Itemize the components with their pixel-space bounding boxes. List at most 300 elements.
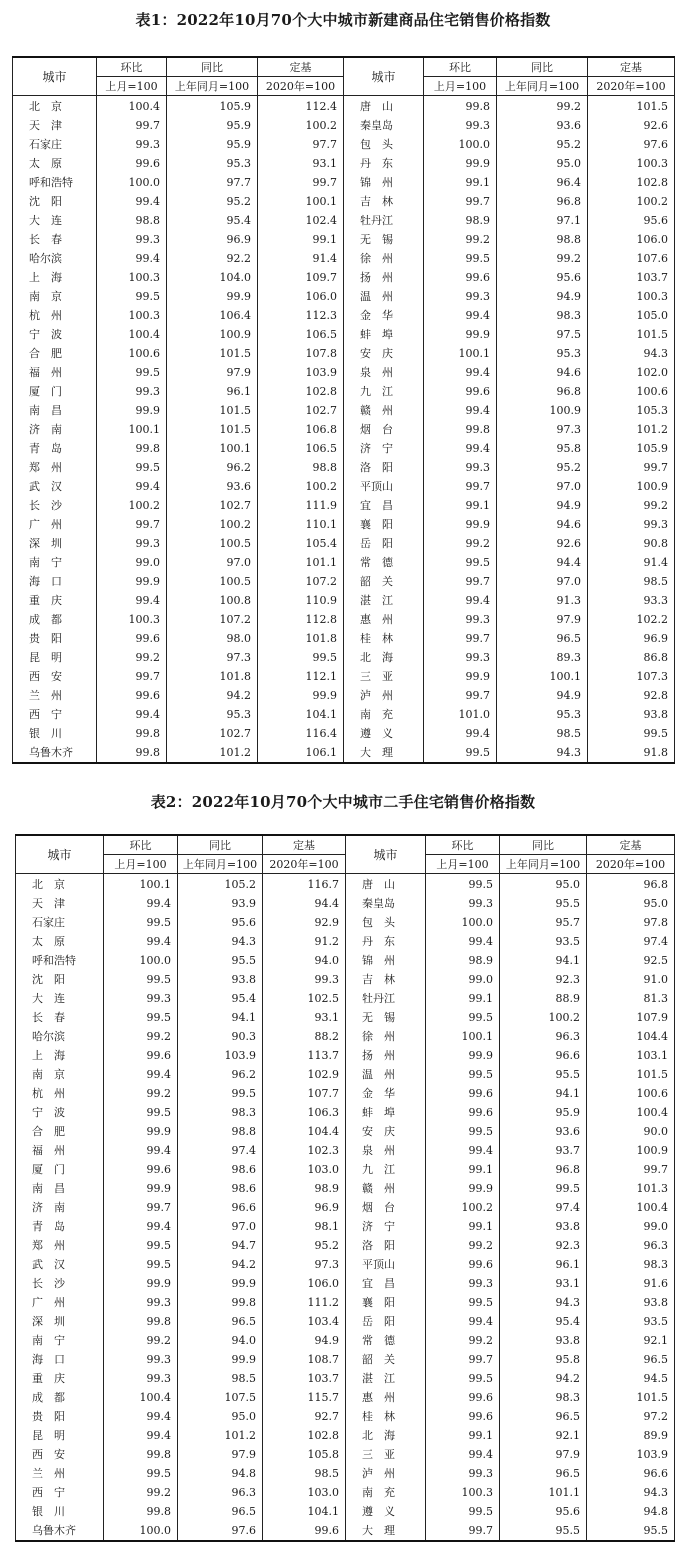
- base-cell: 106.5: [258, 325, 344, 344]
- city-cell: 呼和浩特: [13, 173, 97, 192]
- yoy-cell: 106.4: [167, 306, 258, 325]
- yoy-cell: 96.5: [178, 1502, 263, 1521]
- city-cell: 长 春: [16, 1008, 104, 1027]
- city-cell: 重 庆: [16, 1369, 104, 1388]
- yoy-cell: 95.3: [497, 705, 588, 724]
- city-cell: 泸 州: [344, 686, 424, 705]
- yoy-cell: 99.8: [178, 1293, 263, 1312]
- yoy-cell: 95.4: [178, 989, 263, 1008]
- base-cell: 101.2: [588, 420, 675, 439]
- base-cell: 101.5: [587, 1065, 675, 1084]
- base-cell: 107.6: [588, 249, 675, 268]
- city-cell: 西 宁: [13, 705, 97, 724]
- base-cell: 94.8: [587, 1502, 675, 1521]
- table-row: [13, 173, 675, 192]
- base-cell: 98.1: [263, 1217, 346, 1236]
- base-cell: 101.8: [258, 629, 344, 648]
- mom-cell: 99.9: [97, 401, 167, 420]
- mom-cell: 99.4: [104, 932, 178, 951]
- table-row: [16, 1160, 675, 1179]
- base-cell: 91.0: [587, 970, 675, 989]
- city-cell: 南 京: [16, 1065, 104, 1084]
- city-cell: 三 亚: [346, 1445, 426, 1464]
- yoy-cell: 95.8: [497, 439, 588, 458]
- header-yoy-sub: 上年同月=100: [500, 855, 587, 874]
- city-cell: 杭 州: [16, 1084, 104, 1103]
- base-cell: 109.7: [258, 268, 344, 287]
- city-cell: 湛 江: [346, 1369, 426, 1388]
- base-cell: 92.8: [588, 686, 675, 705]
- table1-title: 表1：2022年10月70个大中城市新建商品住宅销售价格指数: [135, 11, 551, 29]
- mom-cell: 99.4: [424, 306, 497, 325]
- city-cell: 包 头: [346, 913, 426, 932]
- mom-cell: 100.6: [97, 344, 167, 363]
- base-cell: 94.4: [263, 894, 346, 913]
- mom-cell: 100.3: [97, 306, 167, 325]
- header-yoy-sub: 上年同月=100: [178, 855, 263, 874]
- city-cell: 济 宁: [344, 439, 424, 458]
- city-cell: 泉 州: [346, 1141, 426, 1160]
- mom-cell: 99.3: [424, 458, 497, 477]
- base-cell: 115.7: [263, 1388, 346, 1407]
- base-cell: 97.3: [263, 1255, 346, 1274]
- yoy-cell: 95.5: [500, 1521, 587, 1541]
- table-row: [16, 913, 675, 932]
- table-row: [16, 1464, 675, 1483]
- yoy-cell: 99.9: [178, 1274, 263, 1293]
- yoy-cell: 91.3: [497, 591, 588, 610]
- yoy-cell: 94.8: [178, 1464, 263, 1483]
- table-row: [13, 116, 675, 135]
- table1-body: [13, 96, 675, 764]
- base-cell: 103.1: [587, 1046, 675, 1065]
- table-row: [13, 382, 675, 401]
- yoy-cell: 96.5: [497, 629, 588, 648]
- table-row: [13, 743, 675, 763]
- base-cell: 103.4: [263, 1312, 346, 1331]
- mom-cell: 100.1: [97, 420, 167, 439]
- mom-cell: 99.6: [426, 1255, 500, 1274]
- table-row: [13, 458, 675, 477]
- yoy-cell: 95.4: [167, 211, 258, 230]
- yoy-cell: 95.5: [500, 894, 587, 913]
- table-row: [13, 477, 675, 496]
- table-row: [16, 1502, 675, 1521]
- base-cell: 94.5: [587, 1369, 675, 1388]
- mom-cell: 98.9: [424, 211, 497, 230]
- header-mom: 环比: [424, 57, 497, 77]
- base-cell: 101.3: [587, 1179, 675, 1198]
- mom-cell: 99.5: [97, 458, 167, 477]
- city-cell: 泉 州: [344, 363, 424, 382]
- header-city: 城市: [13, 57, 97, 96]
- mom-cell: 99.2: [104, 1027, 178, 1046]
- mom-cell: 100.1: [104, 874, 178, 895]
- yoy-cell: 94.6: [497, 363, 588, 382]
- base-cell: 100.4: [587, 1103, 675, 1122]
- header-base: 定基: [258, 57, 344, 77]
- city-cell: 岳 阳: [344, 534, 424, 553]
- header-mom-sub: 上月=100: [104, 855, 178, 874]
- header-city: 城市: [344, 57, 424, 96]
- header-yoy: 同比: [167, 57, 258, 77]
- city-cell: 银 川: [16, 1502, 104, 1521]
- city-cell: 湛 江: [344, 591, 424, 610]
- city-cell: 九 江: [344, 382, 424, 401]
- table-row: [16, 1103, 675, 1122]
- mom-cell: 99.4: [426, 1141, 500, 1160]
- mom-cell: 99.8: [97, 439, 167, 458]
- mom-cell: 99.7: [97, 515, 167, 534]
- mom-cell: 100.0: [104, 951, 178, 970]
- mom-cell: 99.8: [104, 1502, 178, 1521]
- city-cell: 惠 州: [346, 1388, 426, 1407]
- city-cell: 南 宁: [16, 1331, 104, 1350]
- yoy-cell: 95.9: [167, 116, 258, 135]
- yoy-cell: 95.3: [497, 344, 588, 363]
- city-cell: 包 头: [344, 135, 424, 154]
- mom-cell: 99.5: [426, 1369, 500, 1388]
- yoy-cell: 100.2: [500, 1008, 587, 1027]
- city-cell: 武 汉: [16, 1255, 104, 1274]
- mom-cell: 98.8: [97, 211, 167, 230]
- base-cell: 100.3: [588, 154, 675, 173]
- yoy-cell: 92.3: [500, 1236, 587, 1255]
- base-cell: 106.8: [258, 420, 344, 439]
- city-cell: 海 口: [16, 1350, 104, 1369]
- mom-cell: 99.5: [104, 1103, 178, 1122]
- yoy-cell: 93.5: [500, 932, 587, 951]
- yoy-cell: 100.9: [167, 325, 258, 344]
- table-row: [16, 1369, 675, 1388]
- base-cell: 91.4: [258, 249, 344, 268]
- base-cell: 102.3: [263, 1141, 346, 1160]
- city-cell: 金 华: [344, 306, 424, 325]
- base-cell: 100.6: [587, 1084, 675, 1103]
- city-cell: 上 海: [13, 268, 97, 287]
- mom-cell: 99.3: [97, 382, 167, 401]
- yoy-cell: 97.0: [497, 572, 588, 591]
- base-cell: 91.2: [263, 932, 346, 951]
- base-cell: 95.5: [587, 1521, 675, 1541]
- city-cell: 扬 州: [346, 1046, 426, 1065]
- city-cell: 呼和浩特: [16, 951, 104, 970]
- mom-cell: 99.6: [426, 1103, 500, 1122]
- base-cell: 113.7: [263, 1046, 346, 1065]
- city-cell: 哈尔滨: [13, 249, 97, 268]
- city-cell: 无 锡: [346, 1008, 426, 1027]
- base-cell: 112.3: [258, 306, 344, 325]
- yoy-cell: 93.8: [500, 1331, 587, 1350]
- base-cell: 98.5: [588, 572, 675, 591]
- city-cell: 常 德: [346, 1331, 426, 1350]
- table-row: [13, 610, 675, 629]
- city-cell: 北 海: [344, 648, 424, 667]
- yoy-cell: 97.9: [167, 363, 258, 382]
- yoy-cell: 94.4: [497, 553, 588, 572]
- base-cell: 110.1: [258, 515, 344, 534]
- city-cell: 福 州: [13, 363, 97, 382]
- yoy-cell: 101.5: [167, 401, 258, 420]
- header-yoy: 同比: [497, 57, 588, 77]
- mom-cell: 99.9: [104, 1179, 178, 1198]
- city-cell: 太 原: [16, 932, 104, 951]
- city-cell: 襄 阳: [346, 1293, 426, 1312]
- table-row: [13, 724, 675, 743]
- city-cell: 成 都: [13, 610, 97, 629]
- mom-cell: 99.4: [104, 894, 178, 913]
- base-cell: 98.8: [258, 458, 344, 477]
- mom-cell: 99.6: [426, 1388, 500, 1407]
- city-cell: 常 德: [344, 553, 424, 572]
- yoy-cell: 95.5: [500, 1065, 587, 1084]
- base-cell: 107.2: [258, 572, 344, 591]
- base-cell: 106.1: [258, 743, 344, 763]
- mom-cell: 99.1: [426, 1426, 500, 1445]
- mom-cell: 99.4: [424, 401, 497, 420]
- table-row: [16, 970, 675, 989]
- mom-cell: 99.4: [424, 363, 497, 382]
- table-row: [16, 1483, 675, 1502]
- mom-cell: 99.3: [424, 610, 497, 629]
- city-cell: 昆 明: [13, 648, 97, 667]
- city-cell: 宁 波: [13, 325, 97, 344]
- city-cell: 南 京: [13, 287, 97, 306]
- yoy-cell: 95.2: [167, 192, 258, 211]
- base-cell: 91.8: [588, 743, 675, 763]
- base-cell: 92.7: [263, 1407, 346, 1426]
- base-cell: 86.8: [588, 648, 675, 667]
- mom-cell: 99.5: [104, 970, 178, 989]
- city-cell: 蚌 埠: [346, 1103, 426, 1122]
- base-cell: 102.9: [263, 1065, 346, 1084]
- yoy-cell: 96.1: [167, 382, 258, 401]
- city-cell: 昆 明: [16, 1426, 104, 1445]
- table-row: [13, 629, 675, 648]
- city-cell: 安 庆: [346, 1122, 426, 1141]
- base-cell: 112.4: [258, 96, 344, 117]
- city-cell: 济 南: [13, 420, 97, 439]
- table-row: [16, 1217, 675, 1236]
- mom-cell: 99.3: [426, 894, 500, 913]
- city-cell: 长 沙: [16, 1274, 104, 1293]
- yoy-cell: 99.2: [497, 96, 588, 117]
- mom-cell: 99.9: [424, 325, 497, 344]
- mom-cell: 99.7: [424, 629, 497, 648]
- yoy-cell: 98.0: [167, 629, 258, 648]
- yoy-cell: 95.6: [178, 913, 263, 932]
- base-cell: 94.0: [263, 951, 346, 970]
- mom-cell: 99.7: [426, 1521, 500, 1541]
- table-row: [13, 401, 675, 420]
- yoy-cell: 107.2: [167, 610, 258, 629]
- city-cell: 哈尔滨: [16, 1027, 104, 1046]
- mom-cell: 99.6: [426, 1084, 500, 1103]
- mom-cell: 99.5: [104, 913, 178, 932]
- city-cell: 南 昌: [16, 1179, 104, 1198]
- yoy-cell: 94.0: [178, 1331, 263, 1350]
- table-row: [13, 686, 675, 705]
- base-cell: 96.8: [587, 874, 675, 895]
- yoy-cell: 96.6: [500, 1046, 587, 1065]
- header-mom-sub: 上月=100: [424, 77, 497, 96]
- table-row: [13, 211, 675, 230]
- city-cell: 丹 东: [344, 154, 424, 173]
- city-cell: 厦 门: [16, 1160, 104, 1179]
- mom-cell: 99.5: [426, 1502, 500, 1521]
- base-cell: 107.9: [587, 1008, 675, 1027]
- table-row: [13, 154, 675, 173]
- city-cell: 贵 阳: [13, 629, 97, 648]
- mom-cell: 99.4: [97, 192, 167, 211]
- yoy-cell: 93.6: [500, 1122, 587, 1141]
- city-cell: 唐 山: [346, 874, 426, 895]
- city-cell: 济 南: [16, 1198, 104, 1217]
- yoy-cell: 94.1: [500, 1084, 587, 1103]
- table-row: [16, 1312, 675, 1331]
- city-cell: 韶 关: [344, 572, 424, 591]
- yoy-cell: 94.1: [178, 1008, 263, 1027]
- mom-cell: 100.3: [97, 610, 167, 629]
- base-cell: 106.0: [258, 287, 344, 306]
- yoy-cell: 96.8: [497, 382, 588, 401]
- mom-cell: 100.0: [424, 135, 497, 154]
- yoy-cell: 100.2: [167, 515, 258, 534]
- base-cell: 110.9: [258, 591, 344, 610]
- base-cell: 95.0: [587, 894, 675, 913]
- city-cell: 北 京: [13, 96, 97, 117]
- city-cell: 温 州: [346, 1065, 426, 1084]
- table-row: [16, 1293, 675, 1312]
- mom-cell: 99.8: [424, 96, 497, 117]
- header-yoy-sub: 上年同月=100: [167, 77, 258, 96]
- city-cell: 宜 昌: [346, 1274, 426, 1293]
- header-base-sub: 2020年=100: [587, 855, 675, 874]
- base-cell: 94.9: [263, 1331, 346, 1350]
- base-cell: 99.6: [263, 1521, 346, 1541]
- mom-cell: 99.7: [104, 1198, 178, 1217]
- base-cell: 116.7: [263, 874, 346, 895]
- mom-cell: 99.7: [97, 116, 167, 135]
- base-cell: 89.9: [587, 1426, 675, 1445]
- mom-cell: 99.8: [424, 420, 497, 439]
- mom-cell: 99.4: [104, 1426, 178, 1445]
- mom-cell: 99.9: [426, 1046, 500, 1065]
- table-row: [16, 1331, 675, 1350]
- yoy-cell: 95.0: [178, 1407, 263, 1426]
- mom-cell: 99.5: [104, 1464, 178, 1483]
- yoy-cell: 96.5: [500, 1464, 587, 1483]
- yoy-cell: 98.3: [178, 1103, 263, 1122]
- yoy-cell: 88.9: [500, 989, 587, 1008]
- city-cell: 天 津: [16, 894, 104, 913]
- mom-cell: 99.2: [424, 534, 497, 553]
- base-cell: 111.9: [258, 496, 344, 515]
- yoy-cell: 100.1: [167, 439, 258, 458]
- base-cell: 100.2: [258, 477, 344, 496]
- base-cell: 112.8: [258, 610, 344, 629]
- mom-cell: 99.0: [426, 970, 500, 989]
- mom-cell: 99.6: [104, 1160, 178, 1179]
- base-cell: 93.1: [258, 154, 344, 173]
- yoy-cell: 97.9: [500, 1445, 587, 1464]
- mom-cell: 99.7: [424, 477, 497, 496]
- base-cell: 92.1: [587, 1331, 675, 1350]
- base-cell: 90.0: [587, 1122, 675, 1141]
- city-cell: 徐 州: [344, 249, 424, 268]
- table-row: [13, 363, 675, 382]
- city-cell: 深 圳: [16, 1312, 104, 1331]
- city-cell: 长 沙: [13, 496, 97, 515]
- base-cell: 95.6: [588, 211, 675, 230]
- mom-cell: 99.7: [424, 572, 497, 591]
- table-row: [13, 420, 675, 439]
- yoy-cell: 95.0: [500, 874, 587, 895]
- city-cell: 兰 州: [16, 1464, 104, 1483]
- base-cell: 96.9: [588, 629, 675, 648]
- table-row: [13, 135, 675, 154]
- mom-cell: 99.4: [97, 591, 167, 610]
- yoy-cell: 92.2: [167, 249, 258, 268]
- yoy-cell: 96.9: [167, 230, 258, 249]
- base-cell: 94.3: [587, 1483, 675, 1502]
- yoy-cell: 94.9: [497, 496, 588, 515]
- base-cell: 91.6: [587, 1274, 675, 1293]
- mom-cell: 100.4: [97, 96, 167, 117]
- yoy-cell: 94.9: [497, 686, 588, 705]
- yoy-cell: 105.9: [167, 96, 258, 117]
- yoy-cell: 92.3: [500, 970, 587, 989]
- mom-cell: 99.9: [424, 515, 497, 534]
- city-cell: 唐 山: [344, 96, 424, 117]
- mom-cell: 99.5: [104, 1236, 178, 1255]
- base-cell: 93.1: [263, 1008, 346, 1027]
- table-row: [16, 1445, 675, 1464]
- yoy-cell: 94.3: [497, 743, 588, 763]
- mom-cell: 99.5: [424, 743, 497, 763]
- mom-cell: 99.3: [97, 135, 167, 154]
- yoy-cell: 95.8: [500, 1350, 587, 1369]
- city-cell: 大 理: [344, 743, 424, 763]
- city-cell: 赣 州: [344, 401, 424, 420]
- mom-cell: 99.6: [97, 686, 167, 705]
- table-row: [16, 1426, 675, 1445]
- mom-cell: 99.5: [426, 1293, 500, 1312]
- table-row: [13, 439, 675, 458]
- city-cell: 九 江: [346, 1160, 426, 1179]
- table2-body: [16, 874, 675, 1542]
- base-cell: 98.9: [263, 1179, 346, 1198]
- mom-cell: 99.5: [426, 1122, 500, 1141]
- yoy-cell: 96.5: [178, 1312, 263, 1331]
- yoy-cell: 97.1: [497, 211, 588, 230]
- mom-cell: 99.2: [104, 1331, 178, 1350]
- mom-cell: 99.6: [97, 154, 167, 173]
- yoy-cell: 93.8: [500, 1217, 587, 1236]
- base-cell: 97.7: [258, 135, 344, 154]
- yoy-cell: 101.5: [167, 344, 258, 363]
- city-cell: 徐 州: [346, 1027, 426, 1046]
- base-cell: 107.3: [588, 667, 675, 686]
- yoy-cell: 89.3: [497, 648, 588, 667]
- mom-cell: 99.5: [104, 1255, 178, 1274]
- mom-cell: 99.1: [426, 989, 500, 1008]
- mom-cell: 99.6: [97, 629, 167, 648]
- mom-cell: 99.3: [426, 1274, 500, 1293]
- mom-cell: 99.4: [104, 1065, 178, 1084]
- table-row: [16, 1046, 675, 1065]
- city-cell: 郑 州: [13, 458, 97, 477]
